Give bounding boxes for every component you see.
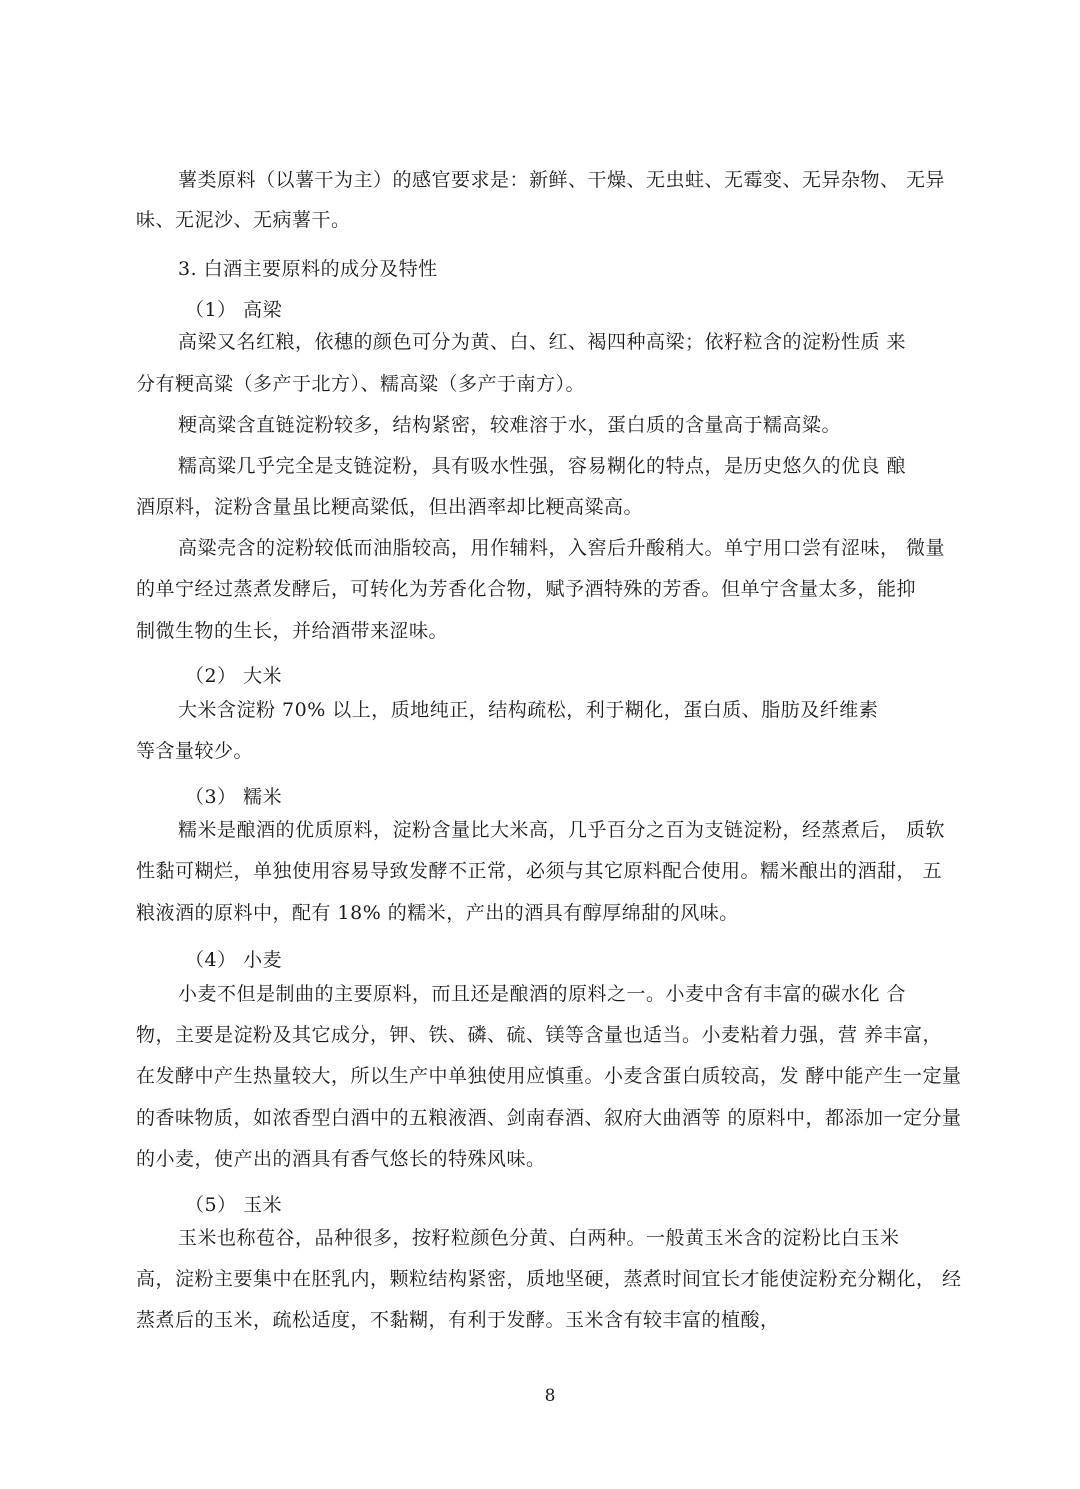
paragraph-line: 味、无泥沙、无病薯干。 bbox=[136, 209, 351, 231]
paragraph-line: 物，主要是淀粉及其它成分，钾、铁、磷、硫、镁等含量也适当。小麦粘着力强，营 养丰富， bbox=[136, 1024, 943, 1046]
paragraph-line: 性黏可糊烂，单独使用容易导致发酵不正常，必须与其它原料配合使用。糯米酿出的酒甜， 五 bbox=[136, 860, 943, 882]
paragraph-line: 玉米也称苞谷，品种很多，按籽粒颜色分黄、白两种。一般黄玉米含的淀粉比白玉米 bbox=[178, 1227, 900, 1249]
paragraph-line: 糯米是酿酒的优质原料，淀粉含量比大米高，几乎百分之百为支链淀粉，经蒸煮后， 质软 bbox=[178, 819, 946, 841]
subsection-heading: （2） 大米 bbox=[185, 665, 283, 687]
paragraph-line: 大米含淀粉 70% 以上，质地纯正，结构疏松，利于糊化，蛋白质、脂肪及纤维素 bbox=[178, 699, 879, 721]
subsection-heading: （1） 高梁 bbox=[185, 299, 283, 321]
paragraph-line: 酒原料，淀粉含量虽比粳高粱低，但出酒率却比粳高粱高。 bbox=[136, 496, 644, 518]
paragraph-line: 高粱壳含的淀粉较低而油脂较高，用作辅料，入窖后升酸稍大。单宁用口尝有涩味， 微量 bbox=[178, 537, 946, 559]
paragraph-line: 小麦不但是制曲的主要原料，而且还是酿酒的原料之一。小麦中含有丰富的碳水化 合 bbox=[178, 983, 907, 1005]
paragraph-line: 粮液酒的原料中，配有 18% 的糯米，产出的酒具有醇厚绵甜的风味。 bbox=[136, 902, 739, 924]
subsection-heading: （5） 玉米 bbox=[185, 1194, 283, 1216]
paragraph-line: 等含量较少。 bbox=[136, 740, 254, 762]
paragraph-line: 的单宁经过蒸煮发酵后，可转化为芳香化合物，赋予酒特殊的芳香。但单宁含量太多，能抑 bbox=[136, 578, 917, 600]
paragraph-line: 在发酵中产生热量较大，所以生产中单独使用应慎重。小麦含蛋白质较高，发 酵中能产生一定量 bbox=[136, 1065, 962, 1087]
subsection-heading: （4） 小麦 bbox=[185, 949, 283, 971]
paragraph-line: 蒸煮后的玉米，疏松适度，不黏糊，有利于发酵。玉米含有较丰富的植酸， bbox=[136, 1309, 780, 1331]
paragraph-line: 的香味物质，如浓香型白酒中的五粮液酒、剑南春酒、叙府大曲酒等 的原料中，都添加一定分量 bbox=[136, 1107, 962, 1129]
paragraph-line: 的小麦，使产出的酒具有香气悠长的特殊风味。 bbox=[136, 1148, 546, 1170]
section-heading: 3. 白酒主要原料的成分及特性 bbox=[178, 258, 438, 280]
paragraph-line: 粳高粱含直链淀粉较多，结构紧密，较难溶于水，蛋白质的含量高于糯高粱。 bbox=[178, 414, 842, 436]
paragraph-line: 制微生物的生长，并给酒带来涩味。 bbox=[136, 620, 449, 642]
paragraph-line: 分有粳高粱（多产于北方）、糯高粱（多产于南方）。 bbox=[136, 373, 586, 395]
paragraph-line: 高，淀粉主要集中在胚乳内，颗粒结构紧密，质地坚硬，蒸煮时间宜长才能使淀粉充分糊化， 经 bbox=[136, 1268, 962, 1290]
subsection-heading: （3） 糯米 bbox=[185, 786, 283, 808]
paragraph-line: 薯类原料（以薯干为主）的感官要求是：新鲜、干燥、无虫蛀、无霉变、无异杂物、 无异 bbox=[178, 169, 946, 191]
page-number: 8 bbox=[544, 1386, 556, 1406]
paragraph-line: 高梁又名红粮，依穗的颜色可分为黄、白、红、褐四种高梁；依籽粒含的淀粉性质 来 bbox=[178, 331, 907, 353]
paragraph-line: 糯高粱几乎完全是支链淀粉，具有吸水性强，容易糊化的特点，是历史悠久的优良 酿 bbox=[178, 455, 907, 477]
